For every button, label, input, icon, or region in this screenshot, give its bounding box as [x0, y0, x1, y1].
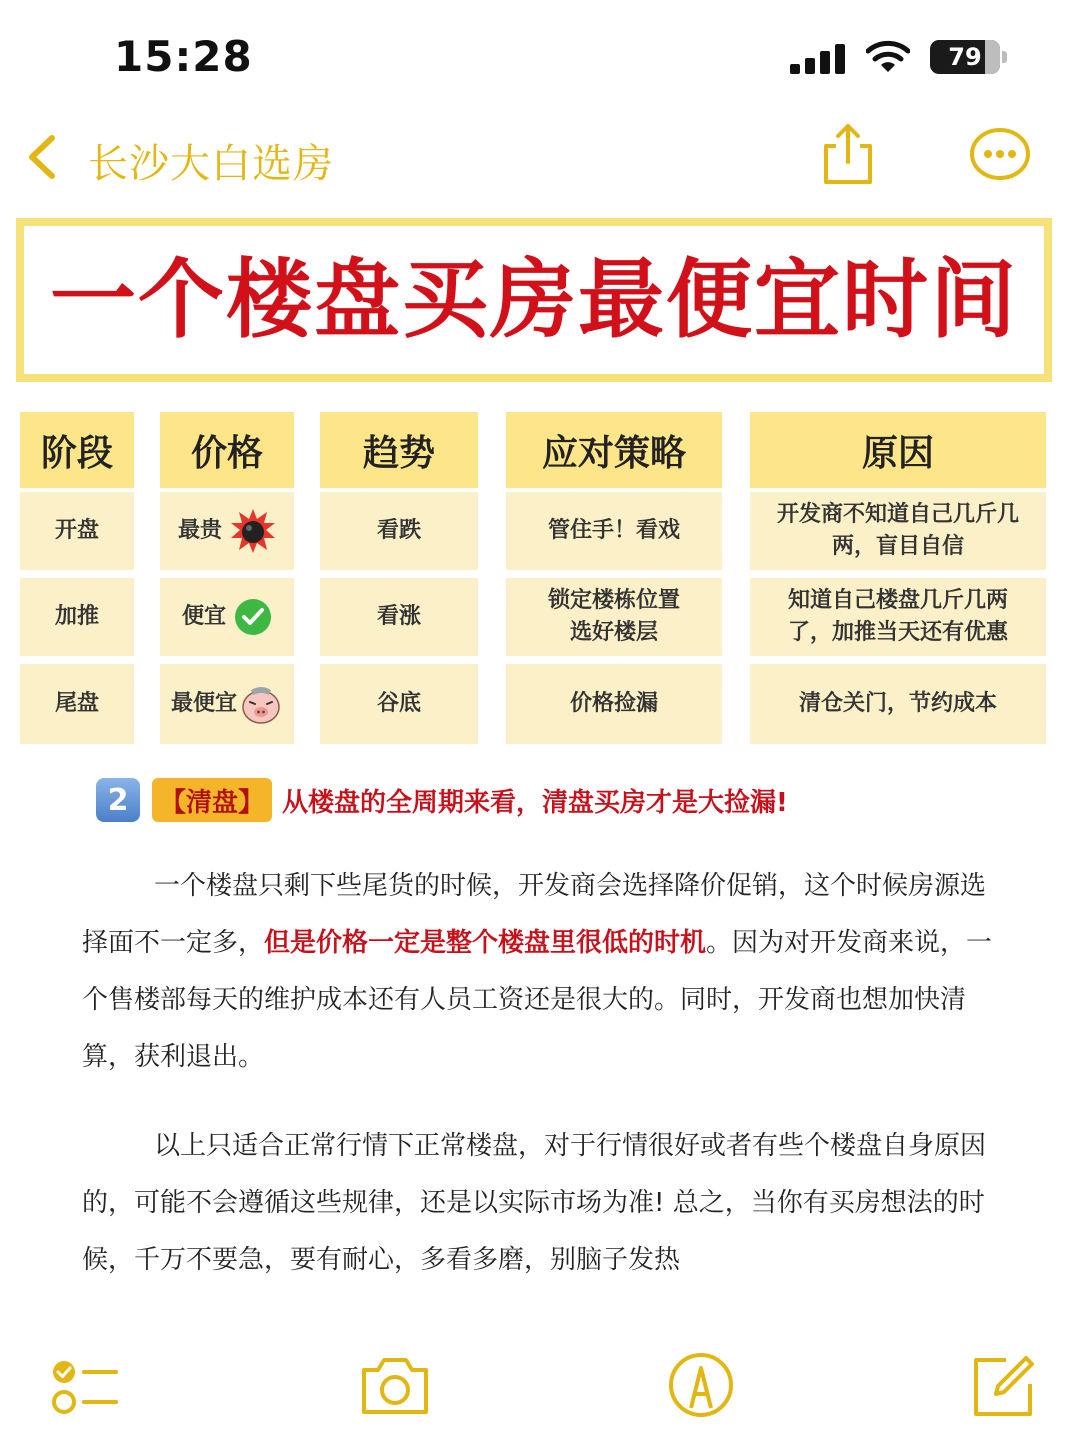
table-header-reason: 原因 [750, 412, 1046, 488]
nav-title[interactable]: 长沙大白选房 [88, 141, 334, 187]
nav-bar [0, 110, 1080, 210]
battery-indicator [930, 40, 1008, 76]
cell-trend: 谷底 [320, 664, 478, 744]
markup-icon[interactable] [664, 1350, 738, 1420]
title-banner [16, 218, 1052, 382]
table-header-trend: 趋势 [320, 412, 478, 488]
cell-reason: 清仓关门，节约成本 [750, 664, 1046, 744]
cell-stage: 尾盘 [20, 664, 134, 744]
pig-icon [239, 682, 283, 726]
price-with-icon [171, 682, 283, 726]
number-badge: 2 [96, 778, 140, 822]
table-header-stage: 阶段 [20, 412, 134, 488]
cell-price [160, 664, 294, 744]
section-text: 从楼盘的全周期来看，清盘买房才是大捡漏! [282, 787, 788, 818]
price-with-icon [178, 508, 276, 554]
section-tag: 【清盘】 [152, 778, 272, 822]
status-bar [0, 0, 1080, 110]
table-header-price: 价格 [160, 412, 294, 488]
battery-tip [1002, 51, 1007, 63]
back-icon[interactable] [22, 132, 62, 182]
paragraph-2 [82, 1118, 1002, 1289]
price-label: 最贵 [177, 518, 222, 543]
cell-trend: 看跌 [320, 492, 478, 570]
cellular-signal-icon [790, 44, 850, 74]
battery-percentage: 79 [948, 43, 982, 71]
paragraph-text: 以上只适合正常行情下正常楼盘，对于行情很好或者有些个楼盘自身原因的，可能不会遵循这些规律，还是以实际市场为准! 总之，当你有买房想法的时候，千万不要急，要有耐心，多看多磨，别脑子发热 [82, 1131, 987, 1275]
section-heading [96, 776, 788, 824]
more-icon[interactable] [968, 126, 1032, 182]
camera-icon[interactable] [358, 1350, 432, 1420]
price-label: 便宜 [181, 604, 226, 629]
highlighted-text: 但是价格一定是整个楼盘里很低的时机 [264, 928, 707, 958]
paragraph-1 [82, 858, 1002, 1086]
share-icon[interactable] [818, 122, 878, 186]
status-time: 15:28 [114, 32, 253, 81]
bottom-toolbar [0, 1340, 1080, 1440]
compose-icon[interactable] [966, 1350, 1040, 1420]
price-label: 最便宜 [170, 691, 237, 716]
paragraph-text: 。因为对开发商来说，一个售楼部每天的维护成本还有人员工资还是很大的。同时，开发商也想加快清算，获利退出。 [82, 928, 993, 1072]
banner-title: 一个楼盘买房最便宜时间 [50, 250, 1018, 350]
bomb-icon [230, 508, 276, 554]
cell-strategy: 价格捡漏 [506, 664, 722, 744]
price-with-icon [182, 598, 272, 636]
paragraph-text: 一个楼盘只剩下些尾货的时候，开发商会选择降价促销，这个时候房源选择面不一定多， [82, 871, 987, 958]
cell-trend: 看涨 [320, 578, 478, 656]
cell-price [160, 578, 294, 656]
battery-body [930, 40, 1000, 74]
checklist-icon[interactable] [48, 1350, 122, 1420]
table-header-strategy: 应对策略 [506, 412, 722, 488]
cell-stage: 加推 [20, 578, 134, 656]
cell-price [160, 492, 294, 570]
cell-stage: 开盘 [20, 492, 134, 570]
cell-strategy: 锁定楼栋位置选好楼层 [506, 578, 722, 656]
cell-reason: 知道自己楼盘几斤几两了，加推当天还有优惠 [750, 578, 1046, 656]
cell-reason: 开发商不知道自己几斤几两，盲目自信 [750, 492, 1046, 570]
cell-strategy: 管住手！看戏 [506, 492, 722, 570]
check-icon [234, 598, 272, 636]
wifi-icon [866, 40, 910, 74]
